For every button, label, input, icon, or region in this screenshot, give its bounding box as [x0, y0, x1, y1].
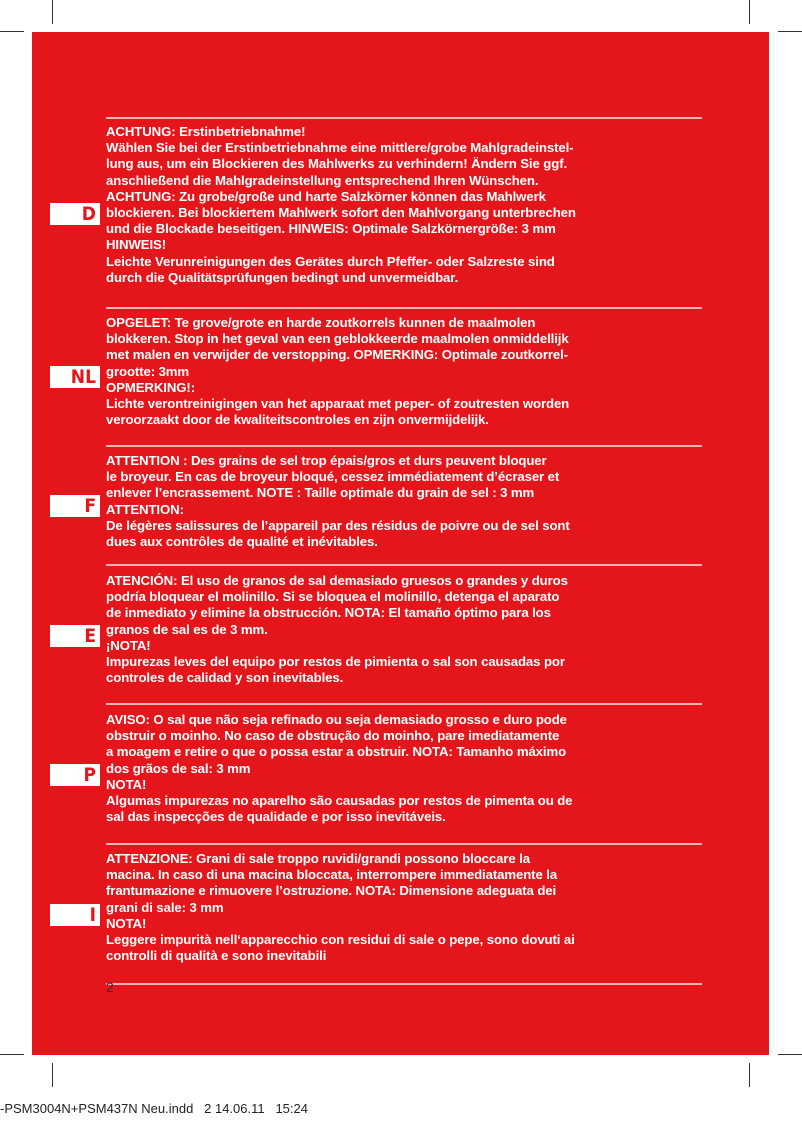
text-line: ACHTUNG: Erstinbetriebnahme!	[106, 124, 306, 139]
text-line: ATTENZIONE: Grani di sale troppo ruvidi/grandi possono bloccare la	[106, 851, 531, 866]
text-line: Impurezas leves del equipo por restos de pimienta o sal son causadas por	[106, 654, 565, 670]
divider	[106, 983, 702, 985]
lang-tab-p: P	[50, 764, 100, 786]
text-line: controles de calidad y son inevitables.	[106, 670, 344, 686]
text-line: de inmediato y elimine la obstrucción. NOTA: El tamaño óptimo para los	[106, 605, 551, 621]
crop-mark	[778, 1054, 802, 1055]
text-line: ATTENTION : Des grains de sel trop épais/gros et durs peuvent bloquer	[106, 453, 547, 468]
print-slug: -PSM3004N+PSM437N Neu.indd 2 14.06.11 15:24	[0, 1101, 308, 1116]
text-line: enlever l’encrassement. NOTE : Taille optimale du grain de sel : 3 mm	[106, 485, 535, 501]
text-line: ¡NOTA!	[106, 637, 151, 653]
text-line: NOTA!	[106, 915, 147, 931]
section-portuguese	[106, 712, 702, 825]
text-line: Wählen Sie bei der Erstinbetriebnahme eine mittlere/grobe Mahlgradeinstel-	[106, 140, 574, 156]
text-line: le broyeur. En cas de broyeur bloqué, cessez immédiatement d’écraser et	[106, 469, 560, 485]
text-line: granos de sal es de 3 mm.	[106, 621, 268, 637]
text-line: frantumazione e rimuovere l’ostruzione. NOTA: Dimensione adeguata dei	[106, 883, 557, 899]
text-line: Leichte Verunreinigungen des Gerätes durch Pfeffer- oder Salzreste sind	[106, 253, 555, 269]
text-line: met malen en verwijder de verstopping. OPMERKING: Optimale zoutkorrel-	[106, 347, 568, 363]
text-line: De légères salissures de l’appareil par des résidus de poivre ou de sel sont	[106, 517, 570, 533]
text-line: ATENCIÓN: El uso de granos de sal demasiado gruesos o grandes y duros	[106, 573, 568, 588]
text-line: durch die Qualitätsprüfungen bedingt und unvermeidbar.	[106, 269, 459, 285]
divider	[106, 307, 702, 309]
text-line: dues aux contrôles de qualité et inévitables.	[106, 534, 378, 550]
lang-tab-d: D	[50, 203, 100, 225]
divider	[106, 117, 702, 119]
text-line: sal das inspecções de qualidade e por isso inevitáveis.	[106, 809, 446, 825]
text-line: blokkeren. Stop in het geval van een geblokkeerde maalmolen onmiddellijk	[106, 331, 569, 347]
text-line: OPMERKING!:	[106, 379, 196, 395]
section-german	[106, 124, 702, 286]
text-line: podría bloquear el molinillo. Si se bloquea el molinillo, detenga el aparato	[106, 589, 560, 605]
crop-mark	[749, 1063, 750, 1087]
lang-tab-f: F	[50, 495, 100, 517]
text-line: ACHTUNG: Zu grobe/große und harte Salzkörner können das Mahlwerk	[106, 188, 546, 204]
crop-mark	[52, 0, 53, 24]
text-line: a moagem e retire o que o possa estar a obstruir. NOTA: Tamanho máximo	[106, 744, 567, 760]
text-line: Leggere impurità nell‘apparecchio con residui di sale o pepe, sono dovuti ai	[106, 932, 575, 948]
text-line: veroorzaakt door de kwaliteitscontroles en zijn onvermijdelijk.	[106, 412, 489, 428]
text-line: obstruir o moinho. No caso de obstrução do moinho, pare imediatamente	[106, 728, 560, 744]
text-line: Lichte verontreinigingen van het apparaat met peper- of zoutresten worden	[106, 396, 570, 412]
lang-tab-e: E	[50, 625, 100, 647]
text-line: macina. In caso di una macina bloccata, interrompere immediatamente la	[106, 867, 558, 883]
text-line: HINWEIS!	[106, 237, 167, 253]
text-line: AVISO: O sal que não seja refinado ou seja demasiado grosso e duro pode	[106, 712, 567, 727]
text-line: lung aus, um ein Blockieren des Mahlwerks zu verhindern! Ändern Sie ggf.	[106, 156, 568, 172]
crop-mark	[0, 31, 24, 32]
divider	[106, 703, 702, 705]
text-line: dos grãos de sal: 3 mm	[106, 760, 251, 776]
divider	[106, 843, 702, 845]
text-line: anschließend die Mahlgradeinstellung entsprechend Ihren Wünschen.	[106, 172, 539, 188]
divider	[106, 564, 702, 566]
text-line: und die Blockade beseitigen. HINWEIS: Optimale Salzkörnergröße: 3 mm	[106, 221, 556, 237]
lang-tab-i: I	[50, 904, 100, 926]
text-line: NOTA!	[106, 776, 147, 792]
lang-tab-nl: NL	[50, 366, 100, 388]
section-french	[106, 453, 702, 550]
text-line: ATTENTION:	[106, 501, 184, 517]
crop-mark	[0, 1054, 24, 1055]
crop-mark	[52, 1063, 53, 1087]
text-line: blockieren. Bei blockiertem Mahlwerk sofort den Mahlvorgang unterbrechen	[106, 205, 576, 221]
text-line: controlli di qualità e sono inevitabili	[106, 948, 327, 964]
crop-mark	[749, 0, 750, 24]
page-number: 2	[106, 979, 114, 995]
section-italian	[106, 851, 702, 964]
section-spanish	[106, 573, 702, 686]
section-dutch	[106, 315, 702, 428]
crop-mark	[778, 31, 802, 32]
text-line: OPGELET: Te grove/grote en harde zoutkorrels kunnen de maalmolen	[106, 315, 536, 330]
text-line: grani di sale: 3 mm	[106, 899, 224, 915]
text-line: Algumas impurezas no aparelho são causadas por restos de pimenta ou de	[106, 793, 573, 809]
text-line: grootte: 3mm	[106, 363, 190, 379]
divider	[106, 445, 702, 447]
